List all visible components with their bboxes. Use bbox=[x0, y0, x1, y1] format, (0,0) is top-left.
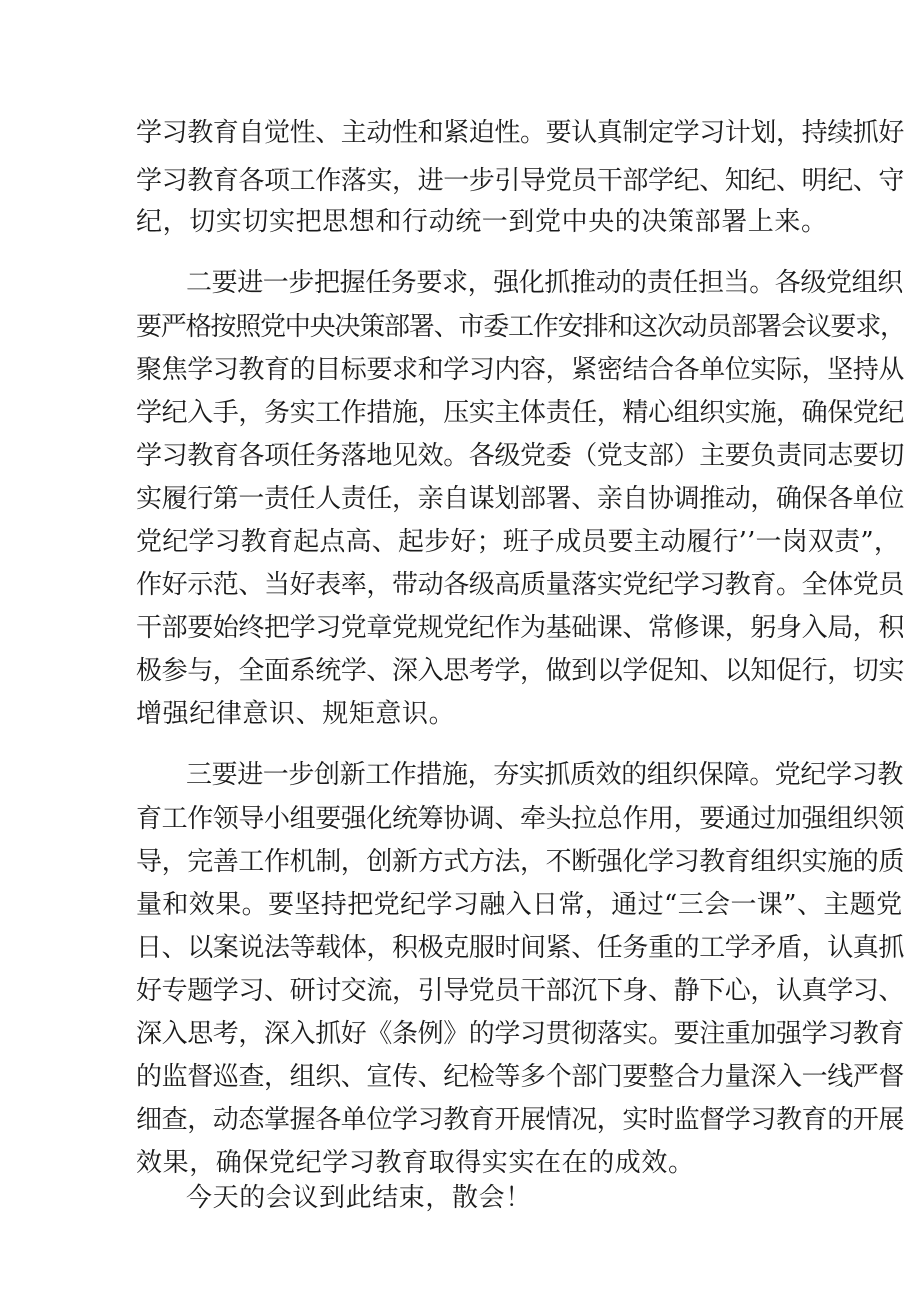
paragraph-2-line-1: 二要进一步把握任务要求，强化抓推动的责任担当。各级党组织 bbox=[186, 268, 903, 298]
paragraph-3-line-5: 日、以案说法等载体，积极克服时间紧、任务重的工学矛盾，认真抓 bbox=[136, 933, 905, 963]
paragraph-3-line-3: 导，完善工作机制，创新方式方法，不断强化学习教育组织实施的质 bbox=[136, 847, 905, 877]
paragraph-2-line-6: 实履行第一责任人责任，亲自谋划部署、亲自协调推动，确保各单位 bbox=[136, 484, 905, 514]
paragraph-3-line-10: 效果，确保党纪学习教育取得实实在在的成效。 bbox=[136, 1148, 695, 1178]
paragraph-1-line-2: 学习教育各项工作落实，进一步引导党员干部学纪、知纪、明纪、守 bbox=[136, 166, 905, 196]
paragraph-3-line-7: 深入思考，深入抓好《条例》的学习贯彻落实。要注重加强学习教育 bbox=[136, 1019, 905, 1049]
paragraph-2-line-4: 学纪入手，务实工作措施，压实主体责任，精心组织实施，确保党纪 bbox=[136, 398, 905, 428]
paragraph-3-line-1: 三要进一步创新工作措施，夯实抓质效的组织保障。党纪学习教 bbox=[186, 760, 903, 790]
paragraph-3-line-6: 好专题学习、研讨交流，引导党员干部沉下身、静下心，认真学习、 bbox=[136, 976, 905, 1006]
paragraph-2-line-5: 学习教育各项任务落地见效。各级党委（党支部）主要负责同志要切 bbox=[136, 441, 905, 471]
paragraph-3-line-2: 育工作领导小组要强化统筹协调、牵头拉总作用，要通过加强组织领 bbox=[136, 804, 905, 834]
paragraph-3-line-4: 量和效果。要坚持把党纪学习融入日常，通过“三会一课”、主题党 bbox=[136, 890, 903, 920]
paragraph-1-line-1: 学习教育自觉性、主动性和紧迫性。要认真制定学习计划，持续抓好 bbox=[136, 118, 905, 148]
paragraph-2-line-9: 干部要始终把学习党章党规党纪作为基础课、常修课，躬身入局，积 bbox=[136, 613, 905, 643]
paragraph-2-line-7: 党纪学习教育起点高、起步好；班子成员要主动履行’’一岗双责”， bbox=[136, 527, 901, 557]
paragraph-3-line-9: 细查，动态掌握各单位学习教育开展情况，实时监督学习教育的开展 bbox=[136, 1105, 905, 1135]
paragraph-2-line-10: 极参与，全面系统学、深入思考学，做到以学促知、以知促行，切实 bbox=[136, 656, 905, 686]
paragraph-1-line-3: 纪，切实切实把思想和行动统一到党中央的决策部署上来。 bbox=[136, 207, 828, 237]
paragraph-2-line-11: 增强纪律意识、规矩意识。 bbox=[136, 699, 456, 729]
paragraph-2-line-2: 要严格按照党中央决策部署、市委工作安排和这次动员部署会议要求， bbox=[136, 312, 905, 342]
closing-line: 今天的会议到此结束，散会！ bbox=[186, 1183, 532, 1213]
paragraph-3-line-8: 的监督巡查，组织、宣传、纪检等多个部门要整合力量深入一线严督 bbox=[136, 1062, 905, 1092]
paragraph-2-line-3: 聚焦学习教育的目标要求和学习内容，紧密结合各单位实际，坚持从 bbox=[136, 355, 905, 385]
paragraph-2-line-8: 作好示范、当好表率，带动各级高质量落实党纪学习教育。全体党员 bbox=[136, 570, 905, 600]
